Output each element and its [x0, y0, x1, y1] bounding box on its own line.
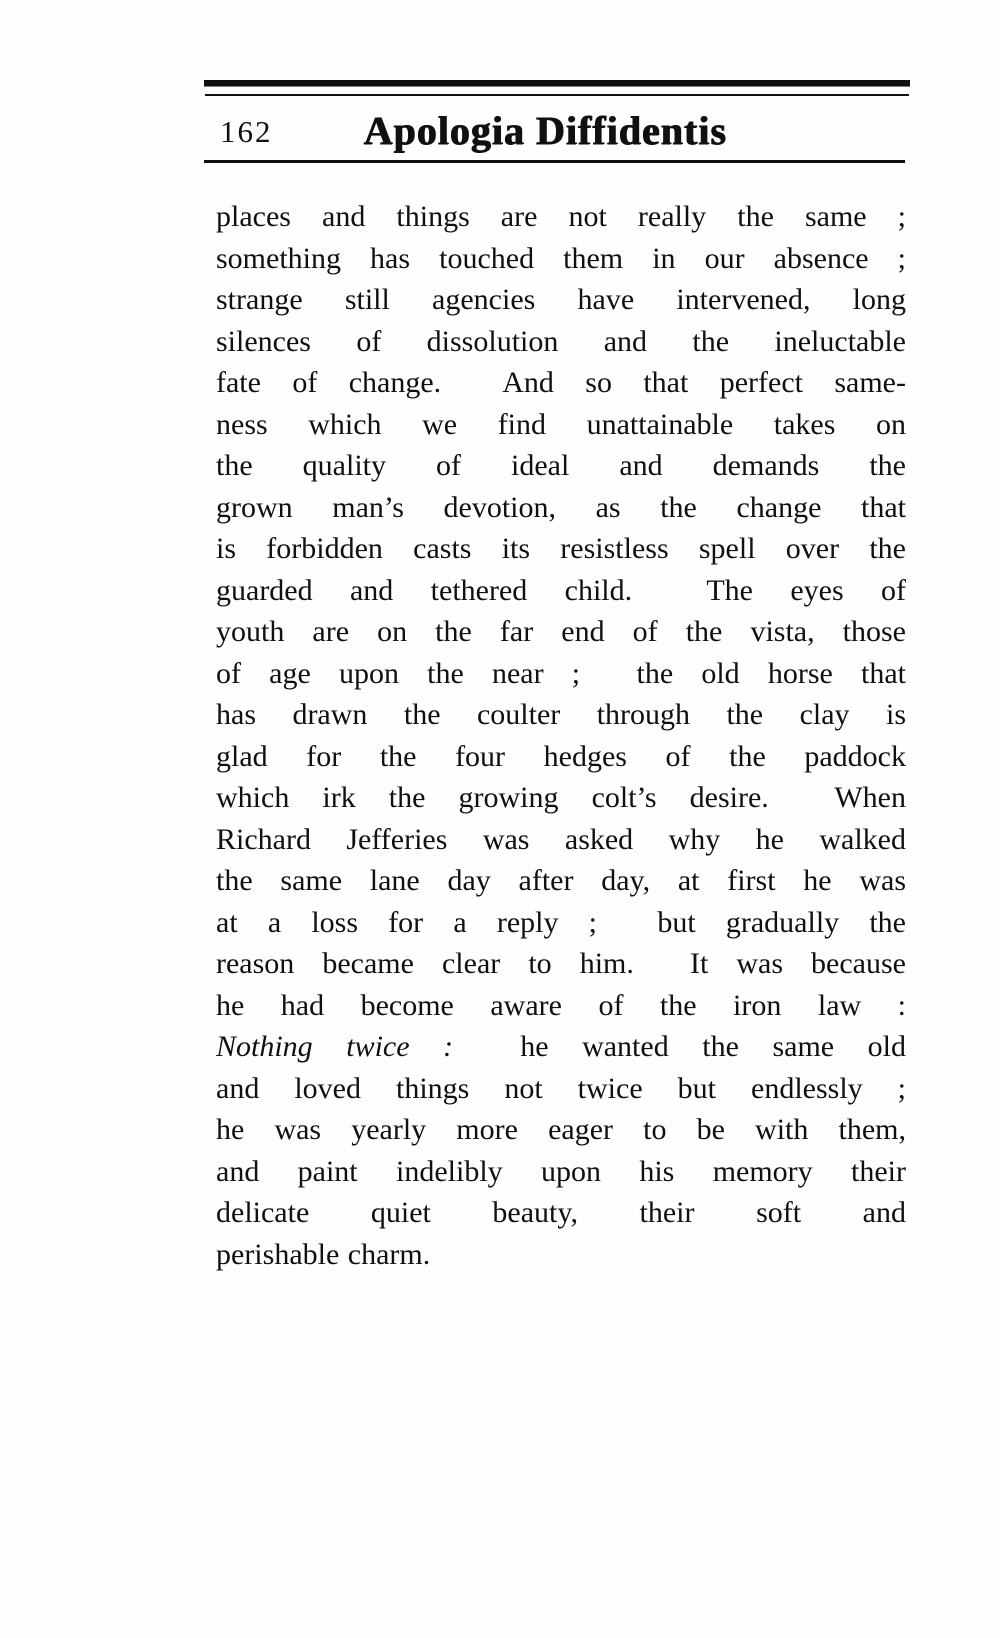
text-segment: of age upon the near ; the old horse that — [216, 656, 906, 690]
text-segment: has drawn the coulter through the clay is — [216, 698, 906, 731]
text-line — [216, 819, 906, 861]
text-line — [216, 902, 906, 944]
text-line — [216, 445, 906, 487]
text-line — [216, 777, 906, 819]
running-head — [216, 100, 906, 154]
text-line — [216, 1068, 906, 1110]
text-segment: at a loss for a reply ; but gradually the — [216, 905, 906, 939]
text-segment: glad for the four hedges of the paddock — [216, 739, 906, 773]
text-segment: fate of change. And so that perfect same- — [216, 366, 906, 399]
text-segment: places and things are not really the same ; — [216, 200, 906, 233]
text-line — [216, 528, 906, 570]
body-text — [216, 196, 906, 1275]
text-line — [216, 238, 906, 280]
text-line — [216, 279, 906, 321]
text-segment: silences of dissolution and the ineluctable — [216, 324, 906, 358]
italic-phrase: Nothing twice : — [216, 1030, 454, 1063]
text-segment: youth are on the far end of the vista, those — [216, 615, 906, 648]
text-segment: ness which we find unattainable takes on — [216, 407, 906, 441]
text-segment: he wanted the same old — [453, 1030, 906, 1063]
text-line — [216, 1192, 906, 1234]
text-line — [216, 570, 906, 612]
text-line — [216, 943, 906, 985]
text-segment: perishable charm. — [216, 1237, 431, 1271]
running-head-title: Apologia Diffidentis — [363, 108, 727, 153]
text-line — [216, 1109, 906, 1151]
top-rule-thick — [204, 80, 910, 86]
text-segment: the quality of ideal and demands the — [216, 449, 906, 482]
text-line — [216, 1234, 906, 1276]
text-line — [216, 404, 906, 446]
text-line — [216, 362, 906, 404]
text-segment: and loved things not twice but endlessly ; — [216, 1071, 906, 1105]
text-line — [216, 1151, 906, 1193]
text-segment: he was yearly more eager to be with them, — [216, 1113, 906, 1146]
text-segment: guarded and tethered child. The eyes of — [216, 573, 906, 607]
text-segment: and paint indelibly upon his memory their — [216, 1154, 906, 1188]
text-segment: delicate quiet beauty, their soft and — [216, 1196, 906, 1229]
text-segment: he had become aware of the iron law : — [216, 988, 906, 1022]
text-segment: strange still agencies have intervened, long — [216, 283, 906, 316]
text-line — [216, 196, 906, 238]
text-segment: grown man’s devotion, as the change that — [216, 490, 906, 524]
text-line — [216, 860, 906, 902]
text-line — [216, 985, 906, 1027]
text-line — [216, 487, 906, 529]
text-line — [216, 736, 906, 778]
page-number: 162 — [220, 114, 273, 149]
text-line — [216, 694, 906, 736]
header-rule — [204, 160, 905, 163]
text-segment: something has touched them in our absence ; — [216, 241, 906, 275]
text-line — [216, 611, 906, 653]
text-segment: is forbidden casts its resistless spell over the — [216, 532, 906, 565]
text-line — [216, 321, 906, 363]
text-segment: the same lane day after day, at first he was — [216, 864, 906, 897]
text-segment: which irk the growing colt’s desire. When — [216, 781, 906, 814]
text-segment: Richard Jefferies was asked why he walked — [216, 822, 906, 856]
text-line — [216, 1026, 906, 1068]
text-segment: reason became clear to him. It was because — [216, 947, 906, 980]
top-rule-thin — [205, 94, 909, 96]
text-line — [216, 653, 906, 695]
